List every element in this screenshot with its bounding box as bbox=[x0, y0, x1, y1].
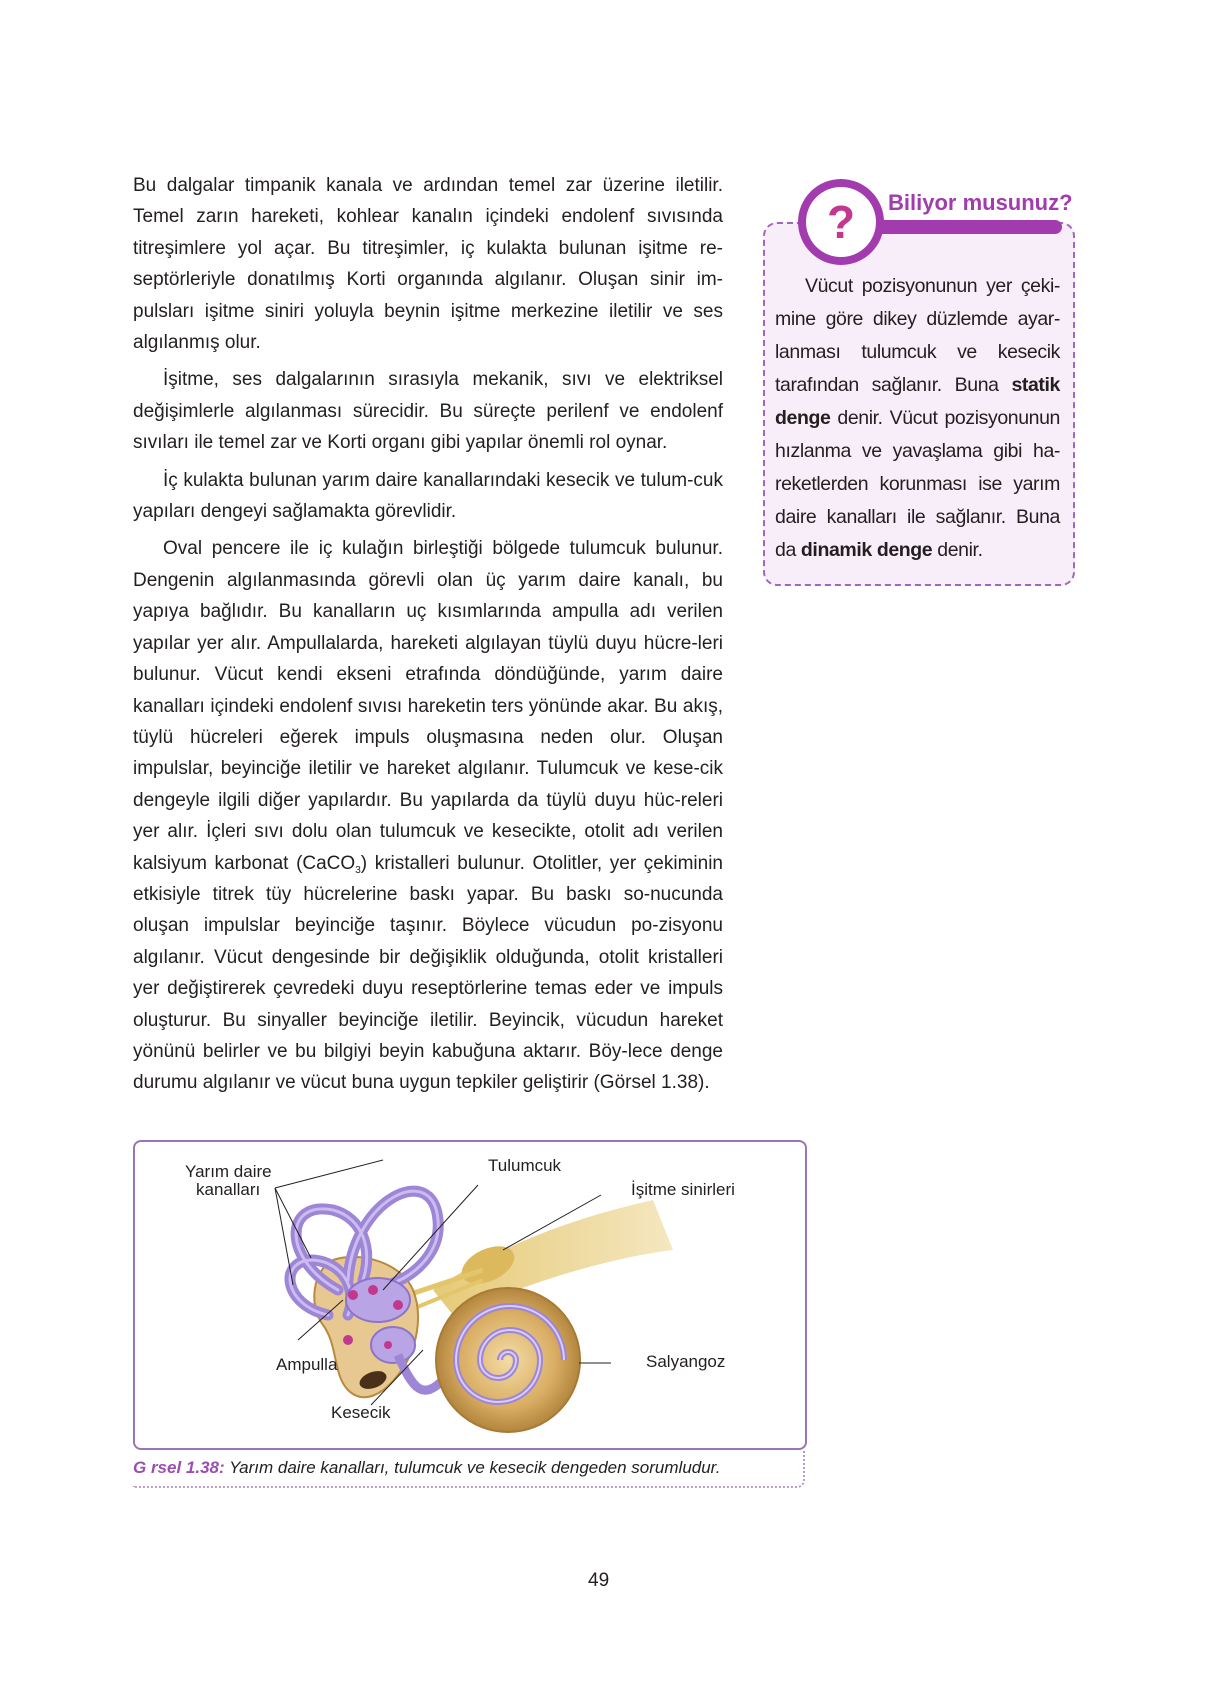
info-text-part-2: denir. Vücut pozisyonunun hızlanma ve yavaşlama gibi ha-reketlerden korunması ise yarım daire kanalları ile sağlanır. Buna da bbox=[775, 407, 1060, 561]
label-yarim-daire-2: kanalları bbox=[196, 1180, 261, 1199]
label-tulumcuk: Tulumcuk bbox=[488, 1156, 562, 1175]
label-isitme-sinirleri: İşitme sinirleri bbox=[631, 1180, 735, 1199]
info-box-title-bar bbox=[855, 220, 1062, 234]
caption-label: G rsel 1.38: bbox=[133, 1458, 225, 1477]
label-salyangoz: Salyangoz bbox=[646, 1352, 726, 1371]
term-statik-denge: statik denge bbox=[775, 374, 1060, 429]
info-box-title: Biliyor musunuz? bbox=[888, 190, 1073, 215]
label-yarim-daire-1: Yarım daire bbox=[185, 1162, 272, 1181]
subscript-3: 3 bbox=[355, 864, 361, 876]
caption-text: Yarım daire kanalları, tulumcuk ve kesecik dengeden sorumludur. bbox=[224, 1458, 721, 1477]
term-dinamik-denge: dinamik denge bbox=[800, 539, 933, 561]
cochlea bbox=[436, 1288, 580, 1432]
paragraph-4-part-1: Oval pencere ile iç kulağın birleştiği bölgede tulumcuk bulunur. Dengenin algılanmasında görevli olan üç yarım daire kanalı, bu yapıya bağlıdır. Bu kanalların uç kısımlarında ampulla adı verilen yapılar yer alır. Ampullalarda, hareketi algılayan tüylü duyu hücre-leri bulunur. Vücut kendi ekseni etrafında döndüğünde, yarım daire kanalları içindeki endolenf sıvısı hareketin ters yönünde akar. Bu akış, tüylü hücreleri eğerek impuls oluşmasına neden olur. Oluşan impulslar, beyinciğe iletilir ve hareket algılanır. Tulumcuk ve kese-cik dengeyle ilgili diğer yapılardır. Bu yapılarda da tüylü duyu hüc-releri yer alır. İçleri sıvı dolu olan tulumcuk ve kesecikte, otolit adı verilen kalsiyum karbonat (CaCO bbox=[133, 538, 723, 874]
main-text bbox=[133, 170, 723, 1105]
paragraph-2: İşitme, ses dalgalarının sırasıyla mekanik, sıvı ve elektriksel değişimlerle algılanması sürecidir. Bu süreçte perilenf ve endolenf sıvıları ile temel zar ve Korti organı gibi yapılar önemli rol oynar. bbox=[133, 369, 723, 454]
paragraph-4-part-2: ) kristalleri bulunur. Otolitler, yer çekiminin etkisiyle titrek tüy hücrelerine baskı yapar. Bu baskı so-nucunda oluşan impulslar beyinciğe taşınır. Böylece vücudun po-zisyonu algılanır. Vücut dengesinde bir değişiklik olduğunda, otolit kristalleri yer değiştirerek çevredeki duyu reseptörlerine temas eder ve impuls oluşturur. Bu sinyaller beyinciğe iletilir. Beyincik, vücudun hareket yönünü belirler ve bu bilgiyi beyin kabuğuna aktarır. Böy-lece denge durumu algılanır ve vücut buna uygun tepkiler geliştirir (Görsel 1.38). bbox=[133, 852, 723, 1094]
label-kesecik: Kesecik bbox=[331, 1403, 391, 1422]
info-text-part-1: Vücut pozisyonunun yer çeki-mine göre dikey düzlemde ayar-lanması tulumcuk ve kesecik tarafından sağlanır. Buna bbox=[775, 275, 1060, 396]
label-ampulla: Ampulla bbox=[276, 1355, 338, 1374]
page-number: 49 bbox=[588, 1570, 610, 1591]
info-box-text bbox=[775, 270, 1060, 567]
paragraph-1: Bu dalgalar timpanik kanala ve ardından temel zar üzerine iletilir. Temel zarın hareketi, kohlear kanalın içindeki endolenf sıvısında titreşimlere yol açar. Bu titreşimler, iç kulakta bulunan işitme re-septörleriyle donatılmış Korti organında algılanır. Oluşan sinir im-pulsları işitme siniri yoluyla beynin işitme merkezine iletilir ve ses algılanmış olur. bbox=[133, 175, 723, 354]
paragraph-4 bbox=[133, 533, 723, 1098]
utricle bbox=[346, 1278, 410, 1322]
figure-caption bbox=[133, 1458, 720, 1478]
saccule bbox=[371, 1327, 415, 1363]
info-text-part-3: denir. bbox=[932, 539, 983, 561]
paragraph-3: İç kulakta bulunan yarım daire kanallarındaki kesecik ve tulum-cuk yapıları dengeyi sağlamakta görevlidir. bbox=[133, 469, 723, 523]
question-mark-icon: ? bbox=[806, 187, 876, 257]
